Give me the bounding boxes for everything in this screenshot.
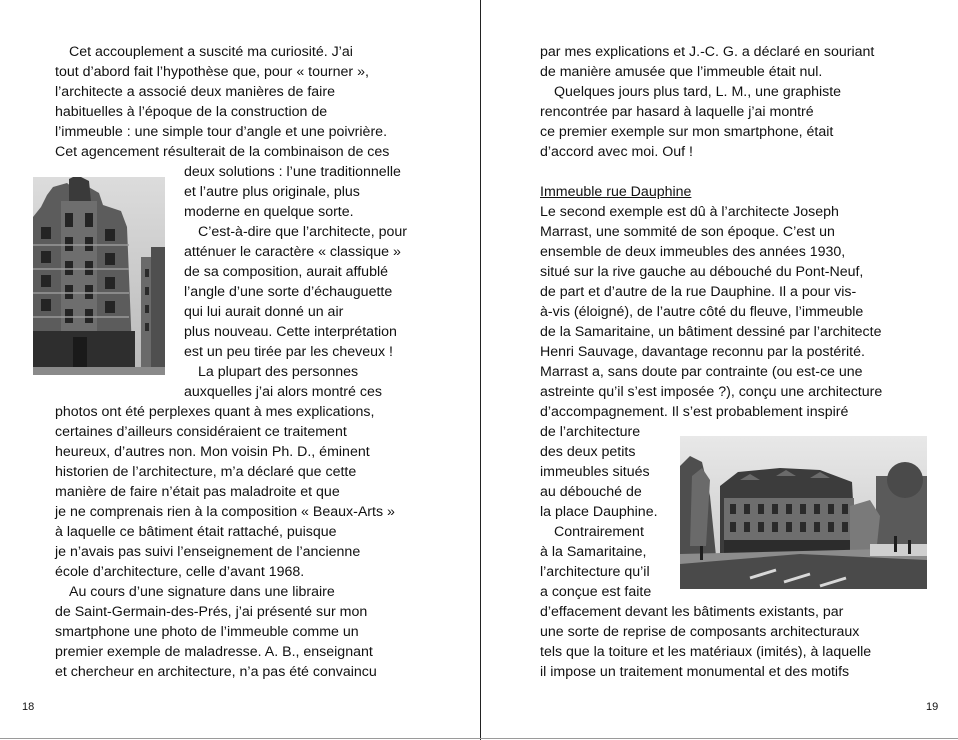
text-line: école d’architecture, celle d’avant 1968. (55, 564, 305, 580)
text-line: immeubles situés (540, 464, 650, 480)
text-line: La plupart des personnes (198, 364, 359, 380)
right-page (482, 0, 958, 740)
text-line: de Saint-Germain-des-Prés, j’ai présenté sur mon (55, 604, 368, 620)
text-line: Cet accouplement a suscité ma curiosité. J’ai (69, 44, 353, 60)
text-line: de la Samaritaine, un bâtiment dessiné par l’architecte (540, 324, 882, 340)
text-line: Quelques jours plus tard, L. M., une graphiste (554, 84, 842, 100)
text-line: l’immeuble : une simple tour d’angle et une poivrière. (55, 124, 388, 140)
rue-dauphine-photo (680, 436, 927, 589)
corner-building-photo (33, 177, 165, 375)
text-line: historien de l’architecture, m’a déclaré que cette (55, 464, 357, 480)
text-line: rencontrée par hasard à laquelle j’ai montré (540, 104, 814, 120)
text-line: il impose un traitement monumental et des motifs (540, 664, 850, 680)
text-line: premier exemple de maladresse. A. B., enseignant (55, 644, 373, 660)
text-line: Contrairement (554, 524, 644, 540)
text-line: de sa composition, aurait affublé (184, 264, 389, 280)
text-line: Cet agencement résulterait de la combinaison de ces (55, 144, 390, 160)
text-line: à laquelle ce bâtiment était rattaché, puisque (55, 524, 337, 540)
text-line: de part et d’autre de la rue Dauphine. Il a pour vis- (540, 284, 857, 300)
text-line: de l’architecture (540, 424, 641, 440)
text-line: d’accompagnement. Il s’est probablement inspiré (540, 404, 849, 420)
text-line: la place Dauphine. (540, 504, 658, 520)
text-line: atténuer le caractère « classique » (184, 244, 401, 260)
text-line: d’accord avec moi. Ouf ! (540, 144, 693, 160)
text-line: certaines d’ailleurs considéraient ce traitement (55, 424, 347, 440)
text-line: ensemble de deux immeubles des années 1930, (540, 244, 846, 260)
text-line: Marrast, une sommité de son époque. C’est un (540, 224, 835, 240)
text-line: photos ont été perplexes quant à mes explications, (55, 404, 375, 420)
text-line: qui lui aurait donné un air (184, 304, 344, 320)
text-line: et l’autre plus originale, plus (184, 184, 360, 200)
page-number: 18 (22, 701, 35, 713)
page-number: 19 (926, 701, 939, 713)
text-line: manière de faire n’était pas maladroite et que (55, 484, 340, 500)
text-line: habituelles à l’époque de la construction de (55, 104, 328, 120)
text-line: et chercheur en architecture, n’a pas été convaincu (55, 664, 377, 680)
text-line: plus nouveau. Cette interprétation (184, 324, 397, 340)
page-bottom-edge (0, 738, 958, 739)
text-line: Henri Sauvage, davantage reconnu par la postérité. (540, 344, 865, 360)
text-line: C’est-à-dire que l’architecte, pour (198, 224, 407, 240)
text-line: par mes explications et J.-C. G. a déclaré en souriant (540, 44, 875, 60)
text-line: moderne en quelque sorte. (184, 204, 354, 220)
text-line: l’architecture qu’il (540, 564, 650, 580)
text-line: ce premier exemple sur mon smartphone, était (540, 124, 834, 140)
text-line: astreinte qu’il s’est imposée ?), conçu une architecture (540, 384, 883, 400)
text-line: une sorte de reprise de composants architecturaux (540, 624, 860, 640)
text-line: des deux petits (540, 444, 636, 460)
text-line: à la Samaritaine, (540, 544, 647, 560)
section-heading: Immeuble rue Dauphine (540, 184, 692, 200)
text-line: à-vis (éloigné), de l’autre côté du fleuve, l’immeuble (540, 304, 864, 320)
text-line: deux solutions : l’une traditionnelle (184, 164, 401, 180)
text-line: smartphone une photo de l’immeuble comme un (55, 624, 359, 640)
text-line: je n’avais pas suivi l’enseignement de l’ancienne (55, 544, 361, 560)
text-line: situé sur la rive gauche au débouché du Pont-Neuf, (540, 264, 864, 280)
text-line: heureux, d’autres non. Mon voisin Ph. D., éminent (55, 444, 370, 460)
text-line: Le second exemple est dû à l’architecte Joseph (540, 204, 839, 220)
text-line: Marrast a, sans doute par contrainte (ou est-ce une (540, 364, 863, 380)
text-line: l’angle d’une sorte d’échauguette (184, 284, 393, 300)
text-line: Au cours d’une signature dans une libraire (69, 584, 335, 600)
text-line: tout d’abord fait l’hypothèse que, pour « tourner », (55, 64, 369, 80)
text-line: a conçue est faite (540, 584, 652, 600)
text-line: tels que la toiture et les matériaux (imités), à laquelle (540, 644, 872, 660)
text-line: est un peu tirée par les cheveux ! (184, 344, 393, 360)
text-line: l’architecte a associé deux manières de faire (55, 84, 335, 100)
text-line: de manière amusée que l’immeuble était nul. (540, 64, 823, 80)
text-line: au débouché de (540, 484, 642, 500)
text-line: auxquelles j’ai alors montré ces (184, 384, 382, 400)
text-line: je ne comprenais rien à la composition « Beaux-Arts » (55, 504, 395, 520)
text-line: d’effacement devant les bâtiments existants, par (540, 604, 844, 620)
page-gutter (480, 0, 481, 740)
